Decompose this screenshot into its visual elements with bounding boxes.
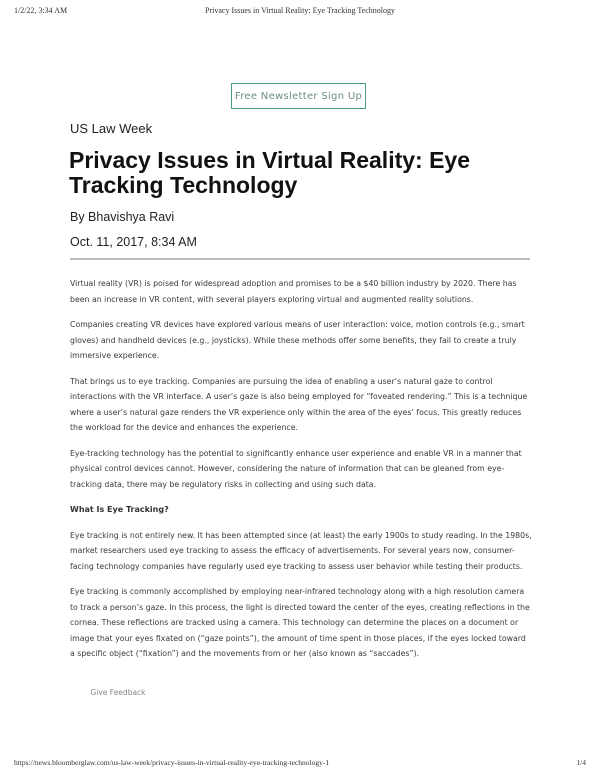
article-byline[interactable]: By Bhavishya Ravi [70,210,175,224]
article-date: Oct. 11, 2017, 8:34 AM [70,235,197,249]
article-subheading: What Is Eye Tracking? [70,505,169,514]
article-body [70,276,532,672]
print-title: Privacy Issues in Virtual Reality: Eye Tracking Technology [205,6,395,15]
section-label[interactable]: US Law Week [70,121,153,136]
print-url: https://news.bloomberglaw.com/us-law-week/privacy-issues-in-virtual-reality-eye-tracking-technology-1 [14,758,330,767]
page-number: 1/4 [576,758,586,767]
article-headline: Privacy Issues in Virtual Reality: Eye Tracking Technology [69,147,471,198]
newsletter-signup-button[interactable]: Free Newsletter Sign Up [231,83,366,109]
article-paragraph: That brings us to eye tracking. Companies are pursuing the idea of enabling a user’s natural gaze to control interactions with the VR interface. A user’s gaze is also being employed for “foveated rendering.” This is a technique where a user’s natural gaze renders the VR experience only within the area of the eyes’ focus. This greatly reduces the workload for the device and enhances the experience. [70,376,528,432]
article-paragraph: Virtual reality (VR) is poised for widespread adoption and promises to be a $40 billion industry by 2020. There has been an increase in VR content, with several players exploring virtual and augmented reality solutions. [70,279,517,304]
divider [70,258,530,260]
article-paragraph: Eye-tracking technology has the potential to significantly enhance user experience and enable VR in a manner that physical control devices cannot. However, considering the nature of information that can be gleaned from eye-tracking data, there may be regulatory risks in collecting and using such data. [70,448,522,489]
print-footer [14,758,586,770]
print-header [14,6,586,20]
article-paragraph: Companies creating VR devices have explored various means of user interaction: voice, motion controls (e.g., smart gloves) and handheld devices (e.g., joysticks). While these methods offer some benefits, they fail to create a truly immersive experience. [70,320,525,360]
article-paragraph: Eye tracking is commonly accomplished by employing near-infrared technology along with a high resolution camera to track a person’s gaze. In this process, the light is directed toward the center of the eyes, creating reflections in the cornea. These reflections are tracked using a camera. This technology can determine the places on a document or image that your eyes fixated on (“gaze points”), the amount of time spent in those places, if the eyes locked toward a specific object (“fixation”) and the movements from or her (also known as “saccades”). [70,587,530,658]
give-feedback-button[interactable]: Give Feedback [82,685,154,699]
article-paragraph: Eye tracking is not entirely new. It has been attempted since (at least) the early 1900s to study reading. In the 1980s, market researchers used eye tracking to assess the efficacy of advertisements. For several years now, consumer-facing technology companies have regularly used eye tracking to assess user behavior while testing their products. [70,530,532,571]
print-datetime: 1/2/22, 3:34 AM [14,6,68,15]
